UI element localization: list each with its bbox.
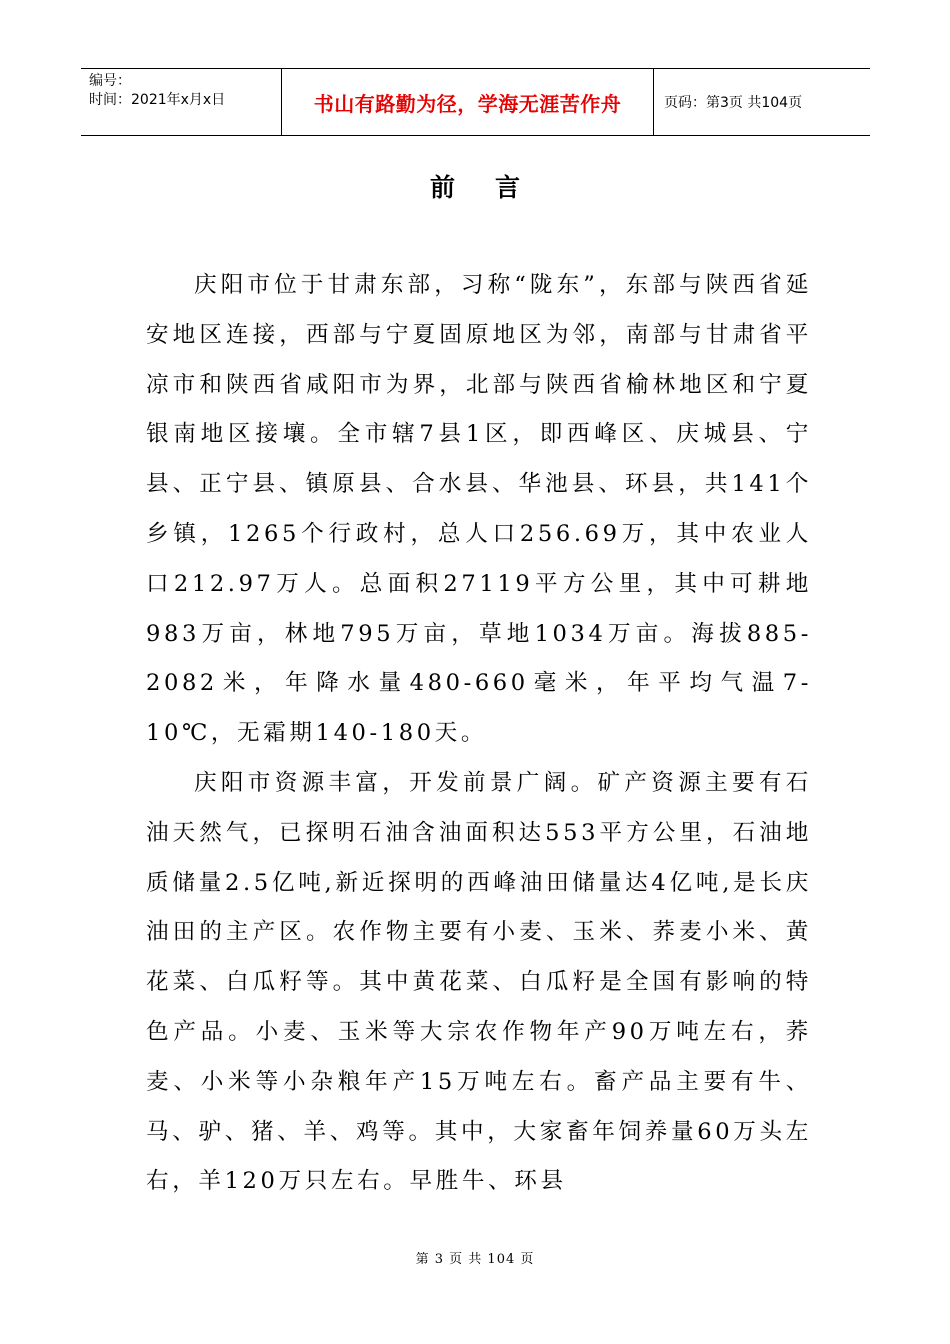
- document-body: [146, 261, 812, 1207]
- number-label: 编号：: [89, 73, 131, 89]
- motto-text: 书山有路勤为径，学海无涯苦作舟: [313, 91, 622, 116]
- date-label: 时间：2021年x月x日: [89, 92, 226, 108]
- page-title: 前言: [429, 173, 560, 202]
- document-header: [81, 68, 870, 136]
- header-motto-cell: [282, 69, 654, 135]
- page-footer: 第 3 页 共 104 页: [415, 1252, 535, 1267]
- paragraph: 庆阳市位于甘肃东部，习称“陇东”，东部与陕西省延安地区连接，西部与宁夏固原地区为邻，南部与甘肃省平凉市和陕西省咸阳市为界，北部与陕西省榆林地区和宁夏银南地区接壤。全市辖7县1区，即西峰区、庆城县、宁县、正宁县、镇原县、合水县、华池县、环县，共141个乡镇，1265个行政村，总人口256.69万，其中农业人口212.97万人。总面积27119平方公里，其中可耕地983万亩，林地795万亩，草地1034万亩。海拔885-2082米，年降水量480-660毫米，年平均气温7-10℃，无霜期140-180天。: [146, 272, 812, 747]
- page-info: 页码：第3页 共104页: [664, 95, 803, 111]
- header-page-cell: [654, 69, 870, 135]
- header-meta-cell: [81, 69, 282, 135]
- paragraph: 庆阳市资源丰富，开发前景广阔。矿产资源主要有石油天然气，已探明石油含油面积达553平方公里，石油地质储量2.5亿吨,新近探明的西峰油田储量达4亿吨,是长庆油田的主产区。农作物主要有小麦、玉米、荞麦小米、黄花菜、白瓜籽等。其中黄花菜、白瓜籽是全国有影响的特色产品。小麦、玉米等大宗农作物年产90万吨左右，荞麦、小米等小杂粮年产15万吨左右。畜产品主要有牛、马、驴、猪、羊、鸡等。其中，大家畜年饲养量60万头左右，羊120万只左右。早胜牛、环县: [146, 769, 812, 1195]
